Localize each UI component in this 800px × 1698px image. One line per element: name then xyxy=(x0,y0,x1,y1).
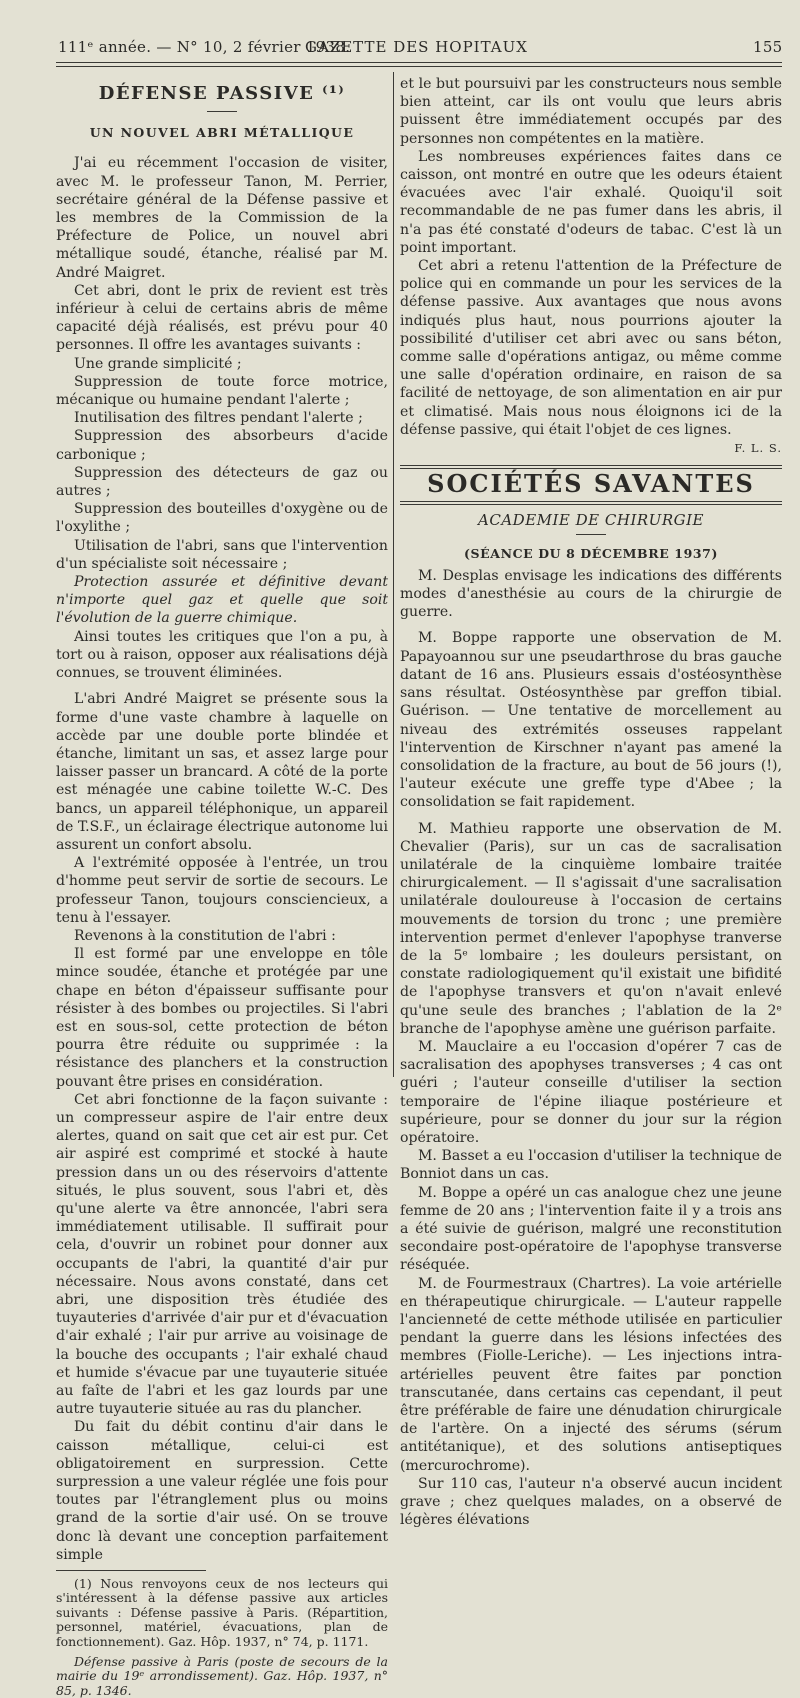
paragraph: L'abri André Maigret se présente sous la forme d'une vaste chambre à laquelle on accède par une double porte blindée et étanche, limitant un sas, et assez large pour laisser passer un brancard. A côté de la porte est ménagée une cabine toilette W.-C. Des bancs, un appareil téléphonique, un appareil de T.S.F., un éclairage électrique autonome lui assurent un confort absolu. xyxy=(56,691,388,853)
paragraph: Sur 110 cas, l'auteur n'a observé aucun incident grave ; chez quelques malades, on a observé de légères élévations xyxy=(400,1475,782,1529)
paragraph: M. Mathieu rapporte une observation de M. Chevalier (Paris), sur un cas de sacralisation unilatérale de la cinquième lombaire traitée chirurgicalement. — Il s'agissait d'une sacralisation unilatérale douloureuse à l'occasion de certains mouvements de torsion du tronc ; une première intervention permet d'enlever l'apophyse tranverse de la 5ᵉ lombaire ; les douleurs persistant, on constate radiologiquement qu'il existait une bifidité de l'apophyse transvers et qu'on n'avait enlevé qu'une seule des branches ; l'ablation de la 2ᵉ branche de l'apophyse amène une guérison parfaite. xyxy=(400,820,782,1037)
paragraph: M. Boppe rapporte une observation de M. Papayoannou sur une pseudarthrose du bras gauche datant de 16 ans. Plusieurs essais d'ostéosynthèse sans résultat. Ostéosynthèse par greffon tibial. Guérison. — Une tentative de morcellement au niveau des extrémités osseuses rappelant l'intervention de Kirschner n'ayant pas amené la consolidation de la fracture, au bout de 56 jours (!), l'auteur exécute une greffe type d'Abee ; la consolidation se fait rapidement. xyxy=(400,630,782,811)
header-rule-2 xyxy=(56,66,782,67)
list-item: Protection assurée et définitive devant n'importe quel gaz et quelle que soit l'évolution de la guerre chimique. xyxy=(56,574,388,627)
paragraph: M. Desplas envisage les indications des différents modes d'anesthésie au cours de la chirurgie de guerre. xyxy=(400,567,782,621)
header-rule xyxy=(56,62,782,63)
list-item: Suppression de toute force motrice, mécanique ou humaine pendant l'alerte ; xyxy=(56,373,388,409)
article-subtitle: UN NOUVEL ABRI MÉTALLIQUE xyxy=(89,125,355,141)
paragraph: M. Basset a eu l'occasion d'utiliser la technique de Bonniot dans un cas. xyxy=(400,1148,782,1183)
list-item: Une grande simplicité ; xyxy=(74,355,242,372)
list-item: Utilisation de l'abri, sans que l'intervention d'un spécialiste soit nécessaire ; xyxy=(56,537,388,572)
publication-title: GAZETTE DES HOPITAUX xyxy=(305,38,528,56)
signature: F. L. S. xyxy=(734,441,782,456)
article-title: DÉFENSE PASSIVE ⁽¹⁾ xyxy=(98,83,346,104)
paragraph: et le but poursuivi par les constructeurs nous semble bien atteint, car ils ont voulu que leurs abris puissent être immédiatement occupés par des personnes non compétentes en la matière. xyxy=(400,76,782,147)
paragraph: Cet abri, dont le prix de revient est très inférieur à celui de certains abris de même capacité déjà réalisés, est prévu pour 40 personnes. Il offre les avantages suivants : xyxy=(56,282,388,354)
paragraph: Cet abri a retenu l'attention de la Préfecture de police qui en commande un pour les services de la défense passive. Aux avantages que nous avons indiqués plus haut, nous pourrions ajouter la possibilité d'utiliser cet abri avec ou sans béton, comme salle d'opérations antigaz, ou même comme une salle d'opération ordinaire, en raison de sa facilité de nettoyage, de son alimentation en air pur et climatisé. Mais nous nous éloignons ici de la défense passive, qui était l'objet de ces lignes. xyxy=(400,258,782,438)
session-date: (SÉANCE DU 8 DÉCEMBRE 1937) xyxy=(464,545,718,561)
paragraph: M. Boppe a opéré un cas analogue chez une jeune femme de 20 ans ; l'intervention faite il y a trois ans a été suivie de guérison, malgré une reconstitution secondaire post-opératoire de l'apophyse transverse réséquée. xyxy=(400,1184,782,1274)
section-rule xyxy=(400,501,782,505)
footnote: (1) Nous renvoyons ceux de nos lecteurs qui s'intéressent à la défense passive aux articles suivants : Défense passive à Paris. (Répartition, personnel, matériel, évacuations, plan de fonctionnement). Gaz. Hôp. 1937, n° 74, p. 1171. xyxy=(56,1576,388,1649)
footnote-rule xyxy=(56,1570,206,1571)
column-separator xyxy=(393,72,394,1077)
right-column xyxy=(400,75,782,1529)
issue-info: 111ᵉ année. — N° 10, 2 février 1938. xyxy=(58,38,351,56)
list-item: Suppression des détecteurs de gaz ou autres ; xyxy=(56,464,388,500)
paragraph: J'ai eu récemment l'occasion de visiter, avec M. le professeur Tanon, M. Perrier, secrétaire général de la Défense passive et les membres de la Commission de la Préfecture de Police, un nouvel abri métallique soudé, étanche, réalisé par M. André Maigret. xyxy=(56,155,388,281)
paragraph: Cet abri fonctionne de la façon suivante : un compresseur aspire de l'air entre deux alertes, quand on sait que cet air est pur. Cet air aspiré est comprimé et stocké à haute pression dans un ou des réservoirs d'attente situés, le plus souvent, sous l'abri et, dès qu'une alerte va être annoncée, l'abri sera immédiatement utilisable. Il suffirait pour cela, d'ouvrir un robinet pour donner aux occupants de l'abri, la quantité d'air pur nécessaire. Nous avons constaté, dans cet abri, une disposition très étudiée des tuyauteries d'arrivée d'air pur et d'évacuation d'air exhalé ; l'air pur arrive au voisinage de la bouche des occupants ; l'air exhalé chaud et humide s'évacue par une tuyauterie située au faîte de l'abri et les gaz lourds par une autre tuyauterie située au ras du plancher. xyxy=(56,1091,388,1418)
paragraph: Revenons à la constitution de l'abri : xyxy=(74,927,336,944)
list-item: Suppression des bouteilles d'oxygène ou de l'oxylithe ; xyxy=(56,501,388,536)
academy-rule xyxy=(576,534,606,535)
paragraph: Du fait du débit continu d'air dans le caisson métallique, celui-ci est obligatoirement en surpression. Cette surpression a une valeur réglée une fois pour toutes par l'étranglement plus ou moins grand de la sortie d'air usé. On se trouve donc là devant une conception parfaitement simple xyxy=(56,1419,388,1563)
left-column xyxy=(56,75,388,1698)
paragraph: M. de Fourmestraux (Chartres). La voie artérielle en thérapeutique chirurgicale. — L'auteur rappelle l'ancienneté de cette méthode utilisée en particulier pendant la guerre dans les lésions infectées des membres (Fiolle-Leriche). — Les injections intra-artérielles peuvent être faites par ponction transcutanée, dans certains cas cependant, il peut être préférable de faire une dénudation chirurgicale de l'artère. On a injecté des sérums (sérum antitétanique), et des solutions antiseptiques (mercurochrome). xyxy=(400,1275,782,1474)
paragraph: Il est formé par une enveloppe en tôle mince soudée, étanche et protégée par une chape en béton d'épaisseur suffisante pour résister à des bombes ou projectiles. Si l'abri est en sous-sol, cette protection de béton pourra être réduite ou supprimée : la résistance des planchers et la construction pouvant être prises en considération. xyxy=(56,946,388,1090)
title-rule xyxy=(207,111,237,112)
paragraph: Les nombreuses expériences faites dans ce caisson, ont montré en outre que les odeurs étaient évacuées avec l'air exhalé. Quoiqu'il soit recommandable de ne pas fumer dans les abris, il n'a pas été constaté d'odeurs de tabac. C'est là un point important. xyxy=(400,148,782,256)
section-title: SOCIÉTÉS SAVANTES xyxy=(427,469,755,499)
footnote: Défense passive à Paris (poste de secours de la mairie du 19ᵉ arrondissement). Gaz. Hôp. 1937, n° 85, p. 1346. xyxy=(56,1654,388,1698)
paragraph: Ainsi toutes les critiques que l'on a pu, à tort ou à raison, opposer aux réalisations déjà connues, se trouvent éliminées. xyxy=(56,628,388,682)
paragraph: M. Mauclaire a eu l'occasion d'opérer 7 cas de sacralisation des apophyses transverses ; 4 cas ont guéri ; l'auteur conseille d'utiliser la section temporaire de l'épine iliaque postérieure et supérieure, pour se donner du jour sur la région opératoire. xyxy=(400,1038,782,1146)
academy-title: ACADEMIE DE CHIRURGIE xyxy=(478,511,704,530)
list-item: Inutilisation des filtres pendant l'alerte ; xyxy=(74,410,363,427)
list-item: Suppression des absorbeurs d'acide carbonique ; xyxy=(56,428,388,463)
paragraph: A l'extrémité opposée à l'entrée, un trou d'homme peut servir de sortie de secours. Le professeur Tanon, toujours consciencieux, a tenu à l'essayer. xyxy=(56,855,388,926)
page-number: 155 xyxy=(753,38,783,56)
